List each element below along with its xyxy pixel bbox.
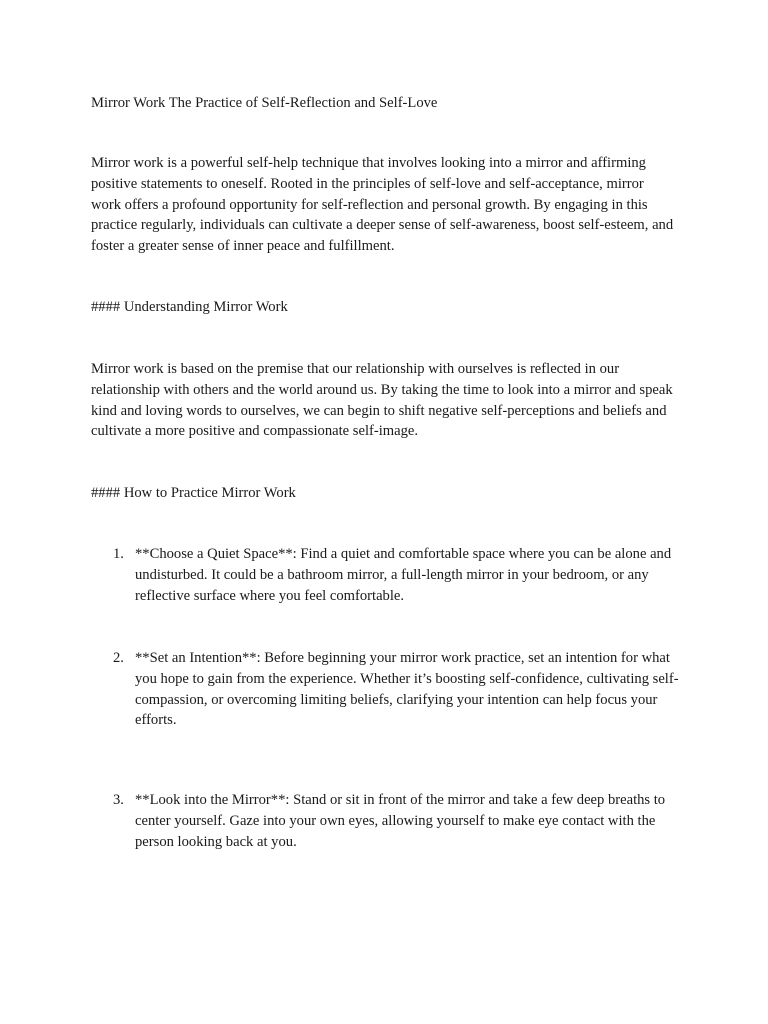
list-item-number: 1.	[113, 546, 124, 562]
list-item-text: **Look into the Mirror**: Stand or sit in front of the mirror and take a few deep breaths to center yourself. Gaze into your own eyes, allowing yourself to make eye contact with the person looking back at you.	[135, 792, 666, 850]
list-item-number: 2.	[113, 650, 124, 666]
intro-paragraph: Mirror work is a powerful self-help technique that involves looking into a mirror and affirming positive statements to oneself. Rooted in the principles of self-love and self-acceptance, mirror work offers a profound opportunity for self-reflection and personal growth. By engaging in this practice regularly, individuals can cultivate a deeper sense of self-awareness, boost self-esteem, and foster a greater sense of inner peace and fulfillment.	[91, 155, 674, 255]
section-paragraph-understanding: Mirror work is based on the premise that our relationship with ourselves is reflected in our relationship with others and the world around us. By taking the time to look into a mirror and speak kind and loving words to ourselves, we can begin to shift negative self-perceptions and beliefs and cultivate a more positive and compassionate self-image.	[91, 361, 673, 440]
section-heading-understanding: #### Understanding Mirror Work	[91, 299, 288, 315]
list-item-text: **Set an Intention**: Before beginning your mirror work practice, set an intention for what you hope to gain from the experience. Whether it’s boosting self-confidence, cultivating self-compassion, or overcoming limiting beliefs, clarifying your intention can help focus your efforts.	[135, 650, 679, 729]
list-item-text: **Choose a Quiet Space**: Find a quiet and comfortable space where you can be alone and undisturbed. It could be a bathroom mirror, a full-length mirror in your bedroom, or any reflective surface where you feel comfortable.	[135, 546, 672, 604]
list-item-number: 3.	[113, 792, 124, 808]
section-heading-how-to-practice: #### How to Practice Mirror Work	[91, 485, 296, 501]
document-title: Mirror Work The Practice of Self-Reflection and Self-Love	[91, 95, 438, 111]
